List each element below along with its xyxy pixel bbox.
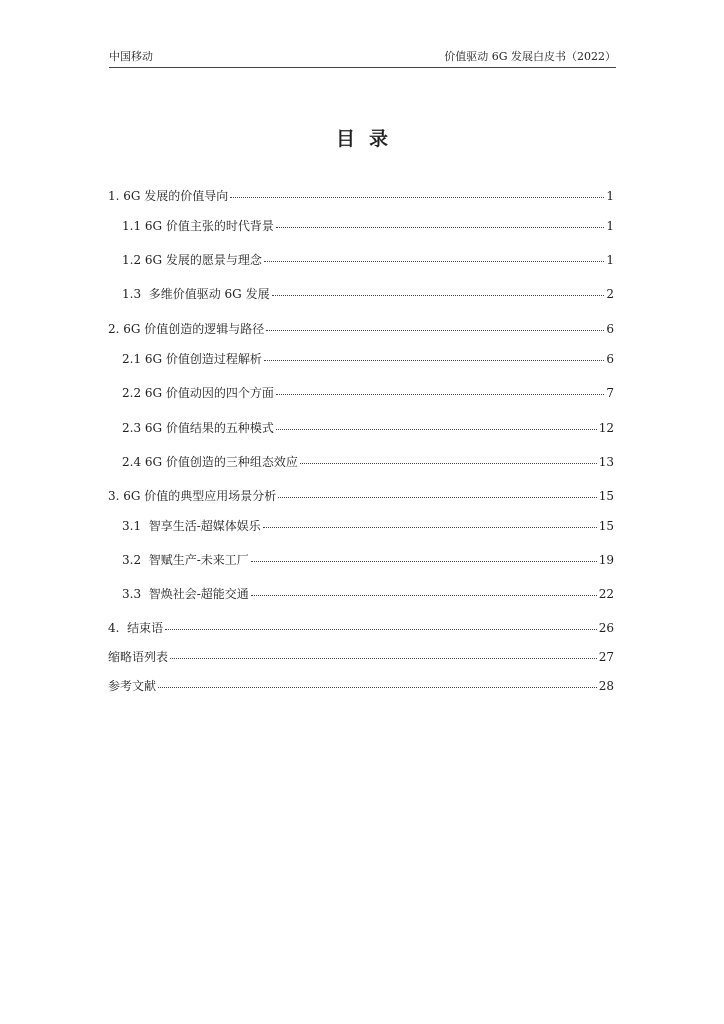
toc-entry[interactable] [108, 188, 614, 204]
toc-entry[interactable] [122, 586, 614, 602]
dot-leader [300, 455, 597, 464]
toc-entry[interactable] [122, 351, 614, 367]
toc-entry-page: 7 [606, 386, 614, 400]
toc-entry[interactable] [122, 420, 614, 436]
toc-entry-page: 1 [606, 219, 614, 233]
dot-leader [264, 352, 604, 361]
dot-leader [278, 489, 596, 498]
dot-leader [266, 322, 604, 331]
toc-entry-label: 2.1 6G 价值创造过程解析 [122, 352, 262, 366]
dot-leader [264, 253, 604, 262]
dot-leader [158, 679, 597, 688]
toc-entry-page: 1 [606, 253, 614, 267]
toc-entry-label: 2.2 6G 价值动因的四个方面 [122, 386, 274, 400]
dot-leader [170, 650, 597, 659]
toc-entry[interactable] [122, 385, 614, 401]
toc-entry[interactable] [108, 321, 614, 337]
dot-leader [251, 553, 597, 562]
toc-entry-label: 1.1 6G 价值主张的时代背景 [122, 219, 274, 233]
toc-entry-label: 1.2 6G 发展的愿景与理念 [122, 253, 262, 267]
toc-entry-page: 12 [598, 421, 614, 435]
toc-entry-page: 27 [598, 650, 614, 664]
toc-entry[interactable] [108, 620, 614, 636]
toc-entry-label: 1. 6G 发展的价值导向 [108, 189, 229, 203]
toc-entry[interactable] [122, 286, 614, 302]
toc-entry-label: 3. 6G 价值的典型应用场景分析 [108, 489, 277, 503]
dot-leader [165, 621, 597, 630]
toc-entry-page: 28 [598, 679, 614, 693]
dot-leader [276, 386, 604, 395]
toc-entry-page: 2 [606, 287, 614, 301]
header-org: 中国移动 [109, 50, 153, 63]
toc-entry-label: 缩略语列表 [108, 650, 169, 664]
toc-entry-page: 15 [598, 519, 614, 533]
toc-entry-label: 2. 6G 价值创造的逻辑与路径 [108, 322, 265, 336]
toc-entry-page: 6 [606, 322, 614, 336]
toc-entry-label: 2.4 6G 价值创造的三种组态效应 [122, 455, 298, 469]
dot-leader [251, 587, 597, 596]
toc-entry-page: 13 [598, 455, 614, 469]
dot-leader [230, 189, 604, 198]
dot-leader [276, 219, 604, 228]
header-doc-title: 价值驱动 6G 发展白皮书（2022） [444, 50, 616, 63]
toc-entry-label: 1.3 多维价值驱动 6G 发展 [122, 287, 270, 301]
dot-leader [276, 421, 597, 430]
toc-entry-page: 19 [598, 553, 614, 567]
toc-entry[interactable] [122, 454, 614, 470]
toc-entry[interactable] [122, 552, 614, 568]
toc-entry-label: 3.2 智赋生产-未来工厂 [122, 553, 249, 567]
toc-entry-page: 1 [606, 189, 614, 203]
toc-entry-page: 15 [598, 489, 614, 503]
page-title: 目录 [335, 128, 402, 150]
toc-entry-page: 6 [606, 352, 614, 366]
toc-entry[interactable] [108, 678, 614, 694]
toc-entry-page: 26 [598, 621, 614, 635]
toc-entry-label: 2.3 6G 价值结果的五种模式 [122, 421, 274, 435]
toc-entry[interactable] [108, 488, 614, 504]
toc-entry-label: 参考文献 [108, 679, 157, 693]
page-header [109, 51, 616, 68]
dot-leader [263, 519, 597, 528]
toc-entry-label: 3.3 智焕社会-超能交通 [122, 587, 249, 601]
toc-entry-label: 3.1 智享生活-超媒体娱乐 [122, 519, 261, 533]
toc-entry-label: 4. 结束语 [108, 621, 164, 635]
toc-entry-page: 22 [598, 587, 614, 601]
dot-leader [272, 287, 605, 296]
toc-entry[interactable] [122, 218, 614, 234]
toc-entry[interactable] [122, 518, 614, 534]
toc-entry[interactable] [122, 252, 614, 268]
toc-entry[interactable] [108, 649, 614, 665]
